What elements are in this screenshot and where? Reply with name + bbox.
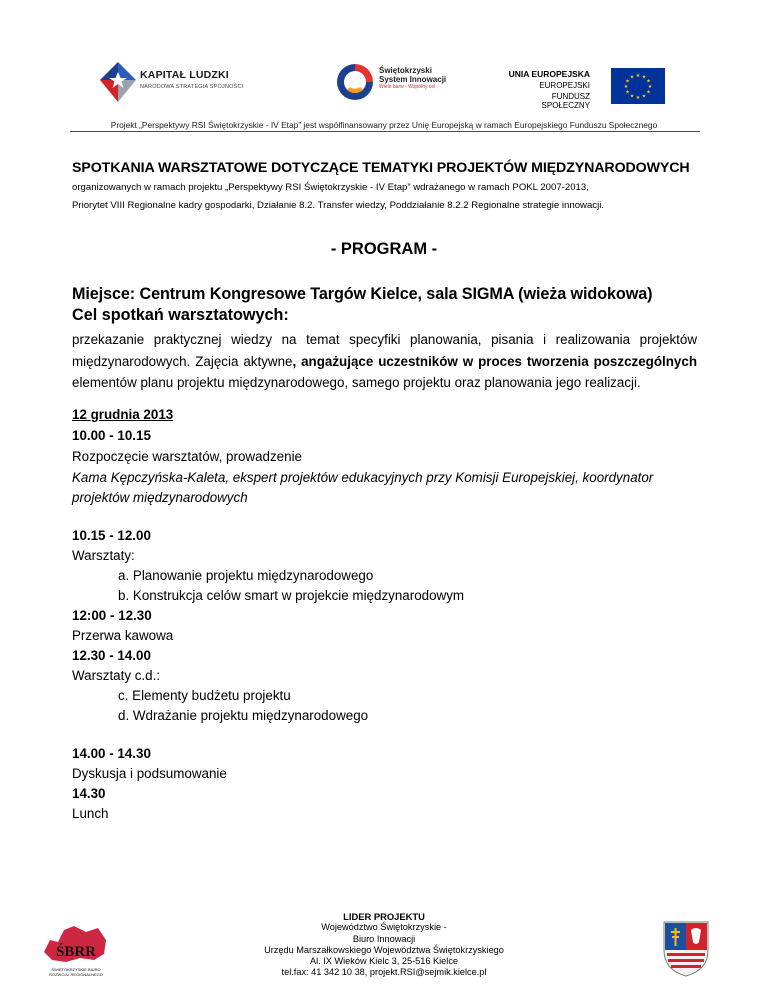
eu-logo-line3: FUNDUSZ SPOŁECZNY [541,92,590,110]
swietokrzyski-system-innowacji-logo [333,58,453,108]
slot-1-speaker-line-2: projektów międzynarodowych [72,490,248,505]
goal-line-3: elementów planu projektu międzynarodowego, samego projektu oraz planowania jego realizacji. [72,375,641,390]
svg-text:★: ★ [646,89,651,96]
slot-6-title: Lunch [72,806,109,821]
footer-heading: LIDER PROJEKTU [343,911,425,922]
slot-4-time: 12.30 - 14.00 [72,648,151,663]
kapital-ludzki-tagline: NARODOWA STRATEGIA SPÓJNOŚCI [140,84,244,90]
footer-line-4: Al. IX Wieków Kielc 3, 25-516 Kielce [309,956,459,967]
ssi-swirl-icon [333,60,377,104]
slot-1-time: 10.00 - 10.15 [72,428,151,443]
goal-description [72,329,697,394]
goal-heading: Cel spotkań warsztatowych: [72,306,289,324]
sbrr-logo-tagline-2: ROZWOJU REGIONALNEGO [49,972,103,977]
svg-text:★: ★ [623,84,629,90]
slot-4-item-c: c. Elementy budżetu projektu [118,688,291,703]
kapital-ludzki-emblem-icon [98,60,138,104]
eu-logo-line1: UNIA EUROPEJSKA [508,69,590,79]
schedule-date: 12 grudnia 2013 [72,407,174,422]
kapital-ludzki-name: KAPITAŁ LUDZKI [140,69,229,81]
project-leader-info [200,911,568,979]
footer-line-2: Biuro Innowacji [352,933,416,944]
slot-5-title: Dyskusja i podsumowanie [72,766,227,781]
eu-logo-line2: EUROPEJSKI [539,81,590,90]
subtitle-line-2: Priorytet VIII Regionalne kadry gospodarki, Działanie 8.2. Transfer wiedzy, Poddziałanie 8.2.2 Regionalne strategie innowacji. [72,200,605,211]
sbrr-logo [40,918,112,980]
eu-efs-logo [505,64,665,108]
sbrr-logo-name: ŚBRR [55,944,97,960]
slot-2-time: 10.15 - 12.00 [72,528,151,543]
goal-line-2a: międzynarodowych. Zajęcia aktywne [72,353,293,369]
goal-line-1: przekazanie praktycznej wiedzy na temat specyfiki planowania, pisania i realizowania projektów [72,332,697,347]
svg-text:★: ★ [629,93,635,100]
slot-5-time: 14.00 - 14.30 [72,746,151,761]
slot-4-item-d: d. Wdrażanie projektu międzynarodowego [118,708,369,723]
goal-line-2 [72,351,697,373]
svg-text:★: ★ [625,78,630,85]
slot-3-time: 12:00 - 12.30 [72,608,152,623]
ssi-tagline: Wiele barw - Wspólny cel [379,84,436,90]
slot-1-title: Rozpoczęcie warsztatów, prowadzenie [72,449,302,464]
swietokrzyskie-coat-of-arms-icon [662,920,710,978]
venue: Miejsce: Centrum Kongresowe Targów Kielce, sala SIGMA (wieża widokowa) [72,285,653,303]
slot-3-title: Przerwa kawowa [72,628,174,643]
slot-6-time: 14.30 [72,786,106,801]
slot-4-title: Warsztaty c.d.: [72,668,161,683]
sbrr-logo-tagline-1: ŚWIĘTOKRZYSKIE BIURO [51,967,101,972]
header-divider [70,131,700,132]
ssi-name-line2: System Innowacji [379,75,447,84]
svg-text:★: ★ [635,73,641,79]
svg-text:★: ★ [625,89,630,96]
subtitle-line-1: organizowanych w ramach projektu „Perspektywy RSI Świętokrzyskie - IV Etap” wdrażanego w ramach POKL 2007-2013, [72,182,589,193]
svg-text:★: ★ [635,95,641,101]
kapital-ludzki-logo [98,58,248,108]
slot-2-item-b: b. Konstrukcja celów smart w projekcie międzynarodowym [118,588,465,603]
footer-line-1: Województwo Świętokrzyskie - [321,922,447,933]
svg-text:★: ★ [646,78,651,85]
slot-2-title: Warsztaty: [72,548,135,563]
ssi-name-line1: Świętokrzyski [379,66,432,75]
svg-text:★: ★ [641,93,647,100]
footer-line-5: tel.fax: 41 342 10 38, projekt.RSI@sejmik.kielce.pl [281,967,487,978]
program-heading: - PROGRAM - [330,240,438,258]
sbrr-map-icon [40,918,112,980]
cofinancing-note: Projekt „Perspektywy RSI Świętokrzyskie - IV Etap” jest współfinansowany przez Unię Europejską w ramach Europejskiego Funduszu Społecznego [110,120,658,130]
goal-line-2b: , angażujące uczestników w proces tworzenia poszczególnych [292,353,697,369]
footer-line-3: Urzędu Marszałkowskiego Województwa Świętokrzyskiego [264,944,504,955]
svg-text:★: ★ [647,84,653,90]
svg-text:★: ★ [641,74,647,81]
ssi-name [379,66,446,84]
coat-of-arms-icon [662,920,710,978]
slot-2-item-a: a. Planowanie projektu międzynarodowego [118,568,374,583]
eu-flag-icon [611,68,665,104]
slot-1-speaker-line-1: Kama Kępczyńska-Kaleta, ekspert projektów edukacyjnych przy Komisji Europejskiej, koordynator [72,470,654,485]
document-title: SPOTKANIA WARSZTATOWE DOTYCZĄCE TEMATYKI PROJEKTÓW MIĘDZYNARODOWYCH [72,160,690,176]
svg-text:★: ★ [629,74,635,81]
